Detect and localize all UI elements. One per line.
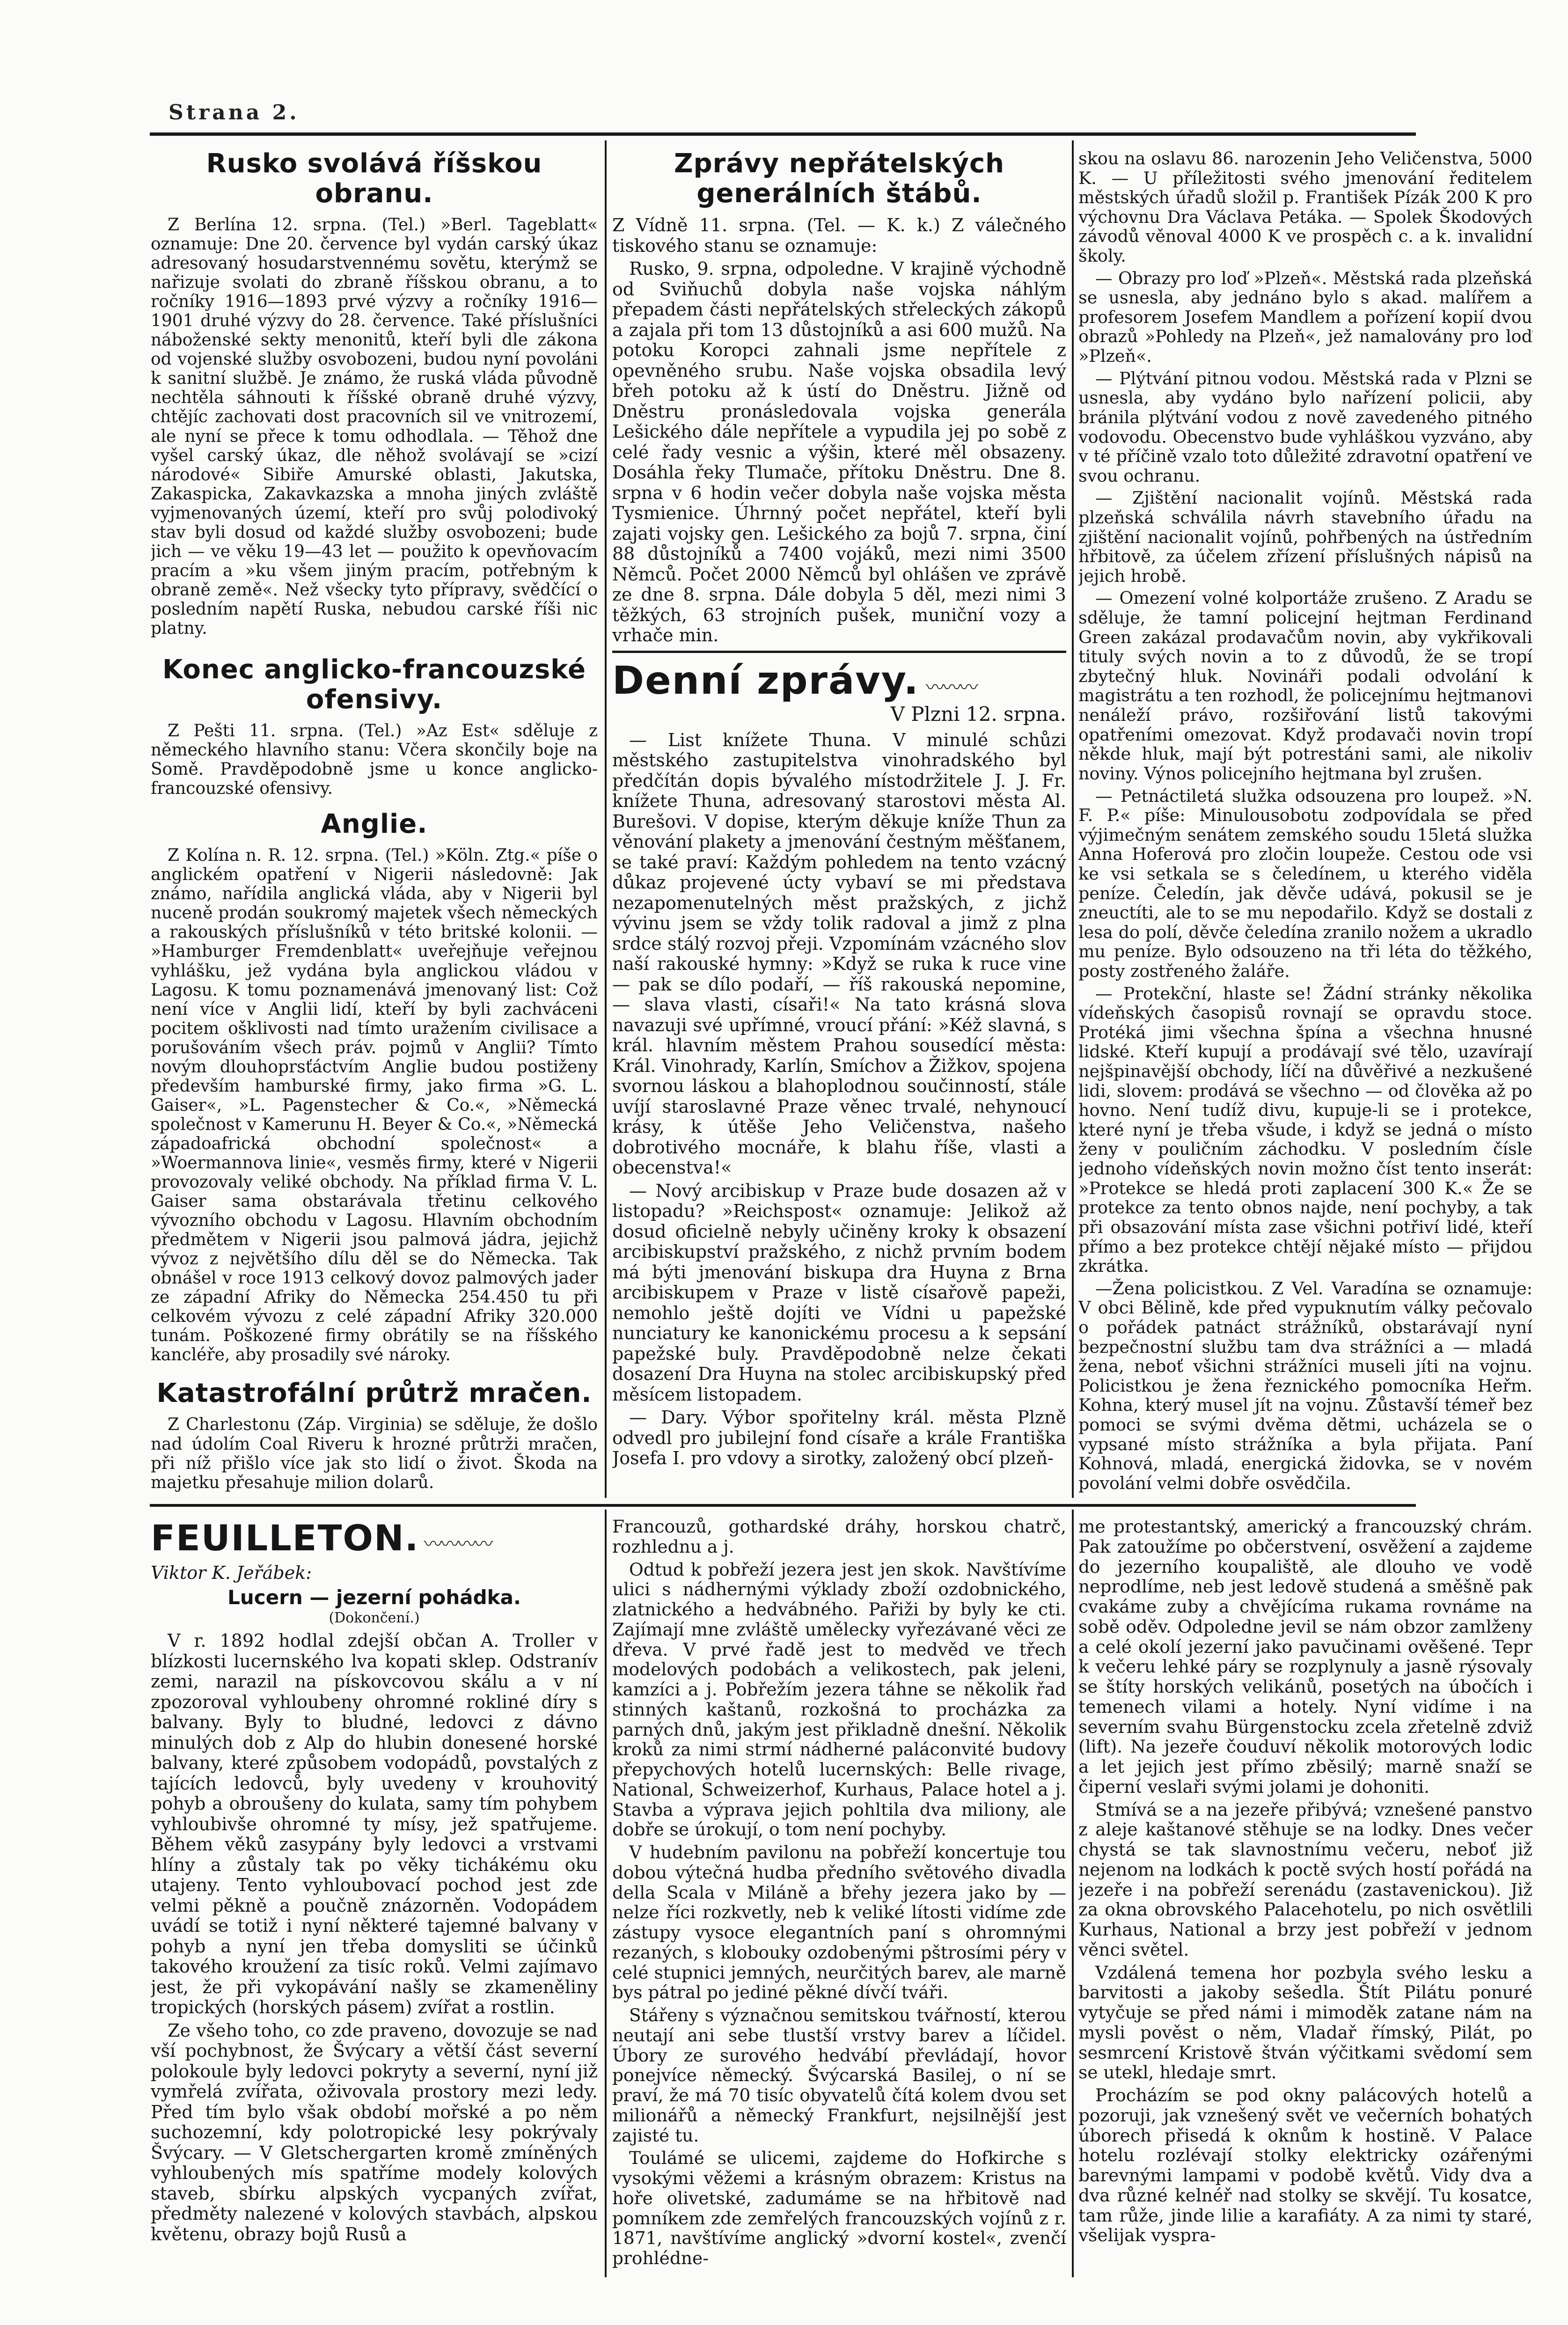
headline-zpravy-stabu: Zprávy nepřátelských generálních štábů. [674,149,1005,209]
feuilleton-story-title: Lucern — jezerní pohádka. [227,1586,521,1609]
headline-rusko: Rusko svolává říšskou obranu. [206,149,542,209]
headline-ofensiva: Konec anglicko-francouzské ofensivy. [162,654,586,715]
article-katastrofa: Z Charlestonu (Záp. Virginia) se sděluje, že došlo nad údolím Coal Riveru k hrozné průtrži mračen, při níž přišlo více jak sto lidí o život. Škoda na majetku přesahuje milion dolarů. [151,1415,598,1492]
article-plytvani-vodou: — Plýtvání pitnou vodou. Městská rada v Plzni se usnesla, aby vydáno bylo nařízení policii, aby bránila plýtvání vodou z nově zavedeného pitného vodovodu. Obecenstvo bude vyhláškou vyzváno, aby v té příčině vzalo toto důležité zdravotní opatření ve svou ochranu. [1078,368,1532,486]
ornament-squiggle: 〰〰〰 [925,676,976,698]
feuilleton-column-1 [151,1517,598,2275]
feuilleton-divider-1 [605,1510,607,2277]
feuilleton-c3p4: Procházím se pod okny palácových hotelů a pozoruji, jak vznešený svět ve večerních bohatých úborech přisedá k oknům k hostině. V Palace hotelu rozlévají stolky elektricky ozářenými barevnými lampami v podobě květů. Vidy dva a dva různé kelnéř nad stolky se skvějí. Tu kosatce, tam růže, jinde lilie a karafiáty. A za nimi ty staré, všelijak vyspra- [1078,2085,1532,2246]
section-rule [612,651,1066,653]
feuilleton-c2p5: Toulámé se ulicemi, zajdeme do Hofkirche s vysokými věžemi a krásným obrazem: Kristus na hoře olivetské, zadumáme se na hřbitově nad pomníkem zde zemřelých francouzských vojínů z r. 1871, navštívíme anglický »dvorní kostel«, zvenčí prohlédne- [612,2148,1066,2268]
article-zpravy-rusko: Rusko, 9. srpna, odpoledne. V krajině východně od Sviňuchů dobyla naše vojska náhlým přepadem části nepřátelských střeleckých zákopů a zajala při tom 13 důstojníků a asi 600 mužů. Na potoku Koropci zahnali jsme nepřítele z opevněného srubu. Naše vojska obsadila levý břeh potoku až k ústí do Dněstru. Jižně od Dněstru pronásledovala vojska generála Lešického dále nepřítele a vypudila jej po sobě z celé řady vesnic a výšin, které měl obsazeny. Dosáhla řeky Tlumače, přítoku Dněstru. Dne 8. srpna v 6 hodin večer dobyla naše vojska města Tysmienice. Úhrnný počet nepřátel, kteří byli zajati vojsky gen. Lešického za bojů 7. srpna, činí 88 důstojníků a 7400 vojáků, mezi nimi 3500 Němců. Počet 2000 Němců byl ohlášen ve zprávě ze dne 8. srpna. Dále dobyla 5 děl, mezi nimi 3 těžkých, 63 strojních pušek, muniční vozy a vrhače min. [612,258,1066,645]
article-rusko: Z Berlína 12. srpna. (Tel.) »Berl. Tageblatt« oznamuje: Dne 20. července byl vydán carský úkaz adresovaný hosudarstvennému sovětu, kterýmž se nařizuje svolati do zbraně říšskou obranu, a to ročníky 1916—1893 prvé výzvy a ročníky 1916—1901 druhé výzvy do 28. července. Také příslušníci náboženské sekty menonitů, kteří byli dle zákona od vojenské služby osvobozeni, budou nyní povoláni k sanitní službě. Je známo, že ruská vláda původně nechtěla sáhnouti k říšské obraně druhé výzvy, chtějíc zachovati dost pracovních sil ve vnitrozemí, ale nyní se přece k tomu odhodlala. — Těhož dne vyšel carský úkaz, dle něhož svolávají se »cizí národové« Sibiře Amurské oblasti, Jakutska, Zakaspicka, Zakavkazska a mnoha jiných zvláště vyjmenovaných území, kteří pro svůj polodivoký stav byli dosud od každé služby osvobozeni; bude jich — ve věku 19—43 let — použito k opevňovacím pracím a »ku všem jiným pracím, potřebným k obraně země«. Než všecky tyto přípravy, svědčící o posledním napětí Ruska, nebudou carské říši nic platny. [151,215,598,638]
feuilleton-column-3 [1078,1517,1532,2275]
feuilleton-ornament: 〰〰〰〰 [424,1533,491,1555]
headline-katastrofa: Katastrofální průtrž mračen. [156,1378,592,1409]
article-ofensiva: Z Pešti 11. srpna. (Tel.) »Az Est« sděluje z německého hlavního stanu: Včera skončily boje na Somě. Pravděpodobně jsme u konce anglicko-francouzské ofensivy. [151,721,598,799]
feuilleton-c3p3: Vzdálená temena hor pozbyla svého lesku a barvitosti a jakoby sešedla. Štít Pilátu ponuré vytyčuje se před námi i mimoděk zatane nám na mysli pověst o něm, Vladař římský, Pilát, po sesmrcení Kristově štván výčitkami svědomí sem se utekl, hledaje smrt. [1078,1962,1532,2083]
middle-column [612,149,1066,1497]
article-dary-cont: skou na oslavu 86. narozenin Jeho Veličenstva, 5000 K. — U příležitosti svého jmenování ředitelem městských úřadů složil p. František Pízák 200 K pro výchovnu Dra Václava Petáka. — Spolek Škodových závodů věnoval 4000 K ve prospěch c. a k. invalidní školy. [1078,149,1532,266]
feuilleton-title: FEUILLETON. [151,1517,419,1559]
page-number: Strana 2. [169,101,300,125]
dateline: V Plzni 12. srpna. [890,702,1066,726]
left-column [151,149,598,1497]
article-protekce: — Protekční, hlaste se! Žádní stránky několika vídeňských časopisů rovnají se opravdu stoce. Protéká jimi všechna špína a všechna hnusné lidské. Kteří kupují a prodávají své tělo, uzavírají nejšpinavější obchody, líčí na důvěřivé a nezkušené lidi, slovem: prodává se všechno — od člověka až po hovno. Není tudíž divu, kupuje-li se i protekce, které nyní je třeba všude, i když se jedná o místo ženy v pouličním záchodku. V posledním čísle jednoho vídeňských novin možno číst tento inserát: »Protekce se hledá proti zaplacení 300 K.« Že se protekce za tento obnos najde, není pochyby, a tak při obsazování místa zase všichni potřiví lidé, kteří přímo a bez protekce chtějí nějaké místo — přijdou zkrátka. [1078,983,1532,1276]
column-divider-1 [605,140,607,1498]
feuilleton-c1p2: Ze všeho toho, co zde praveno, dovozuje se nad vší pochybnost, že Švýcary a větší část severní polokoule byly ledovci pokryty a severní, nyní již vymřelá zvířata, oživovala prostory mezi ledy. Před tím bylo však období mořské a po něm suchozemní, kdy polotropické lesy pokrývaly Švýcary. — V Gletschergarten kromě zmíněných vyhloubených mís spatříme modely kolových staveb, sbírku alpských vycpaných zvířat, předměty nalezené v kolových stavbách, alpskou květenu, obrazy bojů Rusů a [151,2020,598,2244]
article-list-knizete: — List knížete Thuna. V minulé schůzi městského zastupitelstva vinohradského byl předčítán dopis bývalého místodržitele J. J. Fr. knížete Thuna, adresovaný starostovi města Al. Burešovi. V dopise, kterým děkuje kníže Thun za věnování plakety a jmenování čestným měšťanem, se také praví: Každým pohledem na tento vzácný důkaz projevené úcty vybaví se mi představa nezapomenutelných měst pražských, z jichž vývinu jsem se vždy tolik radoval a jimž z plna srdce stálý rozvoj přeji. Vzpomínám vzácného slov naší rakouské hymny: »Když se ruka k ruce vine — pak se dílo podaří, — říš rakouská nepomine, — slava vlasti, císaři!« Na tato krásná slova navazuji své upřímné, vroucí přání: »Kéž slavná, s král. hlavním městem Prahou sousedící města: Král. Vinohrady, Karlín, Smíchov a Žižkov, spojena svornou láskou a blahoplodnou součinností, stále uvíjí staroslavné Praze věnec trvalé, nehynoucí krásy, k útěše Jeho Veličenstva, našeho dobrotivého mocnáře, k blahu říše, vlasti a obecenstva!« [612,729,1066,1178]
top-rule [150,132,1416,136]
article-obrazy-lod: — Obrazy pro loď »Plzeň«. Městská rada plzeňská se usnesla, aby jednáno bylo s akad. malířem a profesorem Josefem Mandlem a pořízení kopií dvou obrazů »Pohledy na Plzeň«, jež namalovány pro loď »Plzeň«. [1078,268,1532,367]
feuilleton-c2p4: Stářeny s význačnou semitskou tvářností, kterou neutají ani sebe tlustší vrstvy barev a líčidel. Úbory ze surového hedvábí převládají, hovor ponejvíce německý. Švýcarská Basilej, o ní se praví, že má 70 tisíc obyvatelů čítá kolem dvou set milionářů a německý Frankfurt, nejsilnější jest zajisté tu. [612,2005,1066,2146]
right-column [1078,149,1532,1497]
feuilleton-c2p3: V hudebním pavilonu na pobřeží koncertuje tou dobou výtečná hudba předního světového divadla della Scala v Miláně a břehy jezera jako by — nelze říci rozkvetly, neb k veliké lítosti vidíme zde zástupy vysoce elegantních paní s ohromnými rezaných, s klobouky ozdobenými pštrosími péry v celé stupnici jemných, neurčitých barev, ale marně bys pátral po jediné pěkné dívčí tváři. [612,1842,1066,2003]
feuilleton-divider-2 [1072,1510,1074,2277]
article-nacionality: — Zjištění nacionalit vojínů. Městská rada plzeňská schválila návrh stavebního úřadu na zjištění nacionalit vojínů, pohřbených na ústředním hřbitově, za účelem zřízení příslušných nápisů na jejich hrobě. [1078,488,1532,586]
column-divider-2 [1072,140,1074,1498]
feuilleton-column-2 [612,1517,1066,2275]
article-anglie: Z Kolína n. R. 12. srpna. (Tel.) »Köln. Ztg.« píše o anglickém opatření v Nigerii následovně: Jak známo, nařídila anglická vláda, aby v Nigerii byl nuceně prodán soukromý majetek všech německých a rakouských příslušníků v této britské kolonii. — »Hamburger Fremdenblatt« uveřejňuje veřejnou vyhlášku, jež vydána byla anglickou vládou v Lagosu. K tomu poznamenává jmenovaný list: Což není více v Anglii lidí, kteří by byli zachváceni pocitem ošklivosti nad tímto uražením civilisace a porušováním všech práv. pojmů v Anglii? Tímto novým dlouhoprsťáctvím Anglie budou postiženy především hamburské firmy, jako firma »G. L. Gaiser«, »L. Pagenstecher & Co.«, »Německá společnost v Kamerunu H. Beyer & Co.«, »Německá západoafrická obchodní společnost« a »Woermannova linie«, vesměs firmy, které v Nigerii provozovaly veliké obchody. Na příklad firma V. L. Gaiser sama obstarávala třetinu celkového vývozního obchodu v Lagosu. Hlavním obchodním předmětem v Nigerii jsou palmová jádra, jejichž vývoz z největšího dílu děl se do Německa. Tak obnášel v roce 1913 celkový dovoz palmových jader ze západní Afriky do Německa 254.450 tu při celkovém vývozu z celé západní Afriky 320.000 tunám. Poškozené firmy obrátily se na říšského kancléře, aby prosadily své nároky. [151,846,598,1365]
headline-denni-zpravy: Denní zprávy. [612,658,919,703]
feuilleton-c3p1: me protestantský, americký a francouzský chrám. Pak zatoužíme po občerstvení, osvěžení a zajdeme do jezerního koupaliště, ale dlouho ve vodě neprodlíme, neb jest ledově studená a směšně pak cvakáme zuby a chvějícíma rukama rovnáme na sobě oděv. Odpoledne jevil se nám obzor zamlženy a celé okolí jezerní jako pavučinami ověšené. Tepr k večeru lehké páry se rozplynuly a jasně rýsovaly se štíty horských velikánů, posetých na úbočích i temenech vilami a hotely. Nyní vidíme i na severním svahu Bürgenstocku zcela zřetelně zdviž (lift). Na jezeře čouduví několik motorových lodic a let jejich jest přímo zběsilý; marně snaží se čipernί veslaři svými jolami je dohoniti. [1078,1517,1532,1797]
feuilleton-author: Viktor K. Jeřábek: [151,1562,312,1583]
feuilleton-rule [150,1504,1416,1507]
article-sluzka: — Petnáctiletá služka odsouzena pro loupež. »N. F. P.« píše: Minulousobotu zodpovídala se před výjimečným senátem zemského soudu 15letá služka Anna Hoferová pro zločin loupeže. Cestou ode vsi ke vsi setkala se s čeledínem, u kterého viděla peníze. Čeledín, jak děvče udává, pokusil se je zneuctíti, ale to se mu nepodařilo. Když se dostali z lesa do polí, děvče čeledína zranilo nožem a ukradlo mu peníze. Bylo odsouzeno na tři léta do těžkého, posty zostřeného žaláře. [1078,785,1532,981]
feuilleton-note: (Dokončení.) [329,1610,420,1626]
article-kolportaz: — Omezení volné kolportáže zrušeno. Z Aradu se sděluje, že tamní policejní hejtman Ferdinand Green zakázal prodavačům novin, aby vykřikovali tituly svých novin a to z důvodů, že se tropí zbytečný hluk. Novináři podali odvolání k magistrátu a ten rozhodl, že policejnímu hejtmanovi nenáleží právo, rozšiřování listů takovými opatřeními omezovat. Když prodavači novin tropí někde hluk, mají být potrestáni sami, ale nikoliv noviny. Výnos policejního hejtmana byl zrušen. [1078,588,1532,784]
article-zena-policistka: —Žena policistkou. Z Vel. Varadína se oznamuje: V obci Bělině, kde před vypuknutím války pečovalo o pořádek patnáct strážníků, obstarávají nyní bezpečnostní službu tam dva strážníci a — mladá žena, neboť všichni strážníci museli jíti na vojnu. Policistkou je žena řeznického pomocníka Heřm. Kohna, který musel jít na vojnu. Zůstavší témeř bez pomoci se svými dvěma dětmi, ucházela se o vypsané místo strážníka a byla přijata. Paní Kohnová, mladá, energická židovka, se v novém povolání velmi dobře osvědčila. [1078,1278,1532,1493]
feuilleton-c2p2: Odtud k pobřeží jezera jest jen skok. Navštívíme ulici s nádhernými výklady zboží ozdobnického, zlatnického a hedvábného. Pařiži by byly ke cti. Zajímají mne zvláště umělecky vyřezávané věci ze dřeva. V prvé řadě jest to medvěd ve třech modelových podobách a velikostech, pak jeleni, kamzíci a j. Pobřežím jezera táhne se několik řad stinných kaštanů, rozkošná to procházka za parných dnů, jakým jest přikladně dnešní. Několik kroků za nimi strmí nádherné paláconvité budovy přepychových hotelů lucernských: Belle rivage, National, Schweizerhof, Kurhaus, Palace hotel a j. Stavba a výprava jejich pohltila dva miliony, ale dobře se úrokují, o tom není pochyby. [612,1559,1066,1840]
article-zpravy-intro: Z Vídně 11. srpna. (Tel. — K. k.) Z válečného tiskového stanu se oznamuje: [612,215,1066,256]
article-dary: — Dary. Výbor spořitelny král. města Plzně odvedl pro jubilejní fond císaře a krále Františka Josefa I. pro vdovy a sirotky, založený obcí plzeň- [612,1407,1066,1468]
feuilleton-c2p1: Francouzů, gothardské dráhy, horskou chatrč, rozhlednu a j. [612,1517,1066,1557]
feuilleton-c1p1: V r. 1892 hodlal zdejší občan A. Troller v blízkosti lucernského lva kopati sklep. Odstranív zemi, narazil na pískovcovou skálu a v ní zpozoroval vyhloubeny ohromné rokliné díry s balvany. Byly to bludné, ledovci z dávno minulých dob z Alp do hlubin donesené horské balvany, které způsobem vodopádů, povstalých z tajících ledovců, byly uvedeny v krouhovitý pohyb a obroušeny do kulata, samy tím pohybem vyhloubivše ohromné ty mísy, jež spatřujeme. Během věků zasypány byly ledovci a vrstvami hlíny a zůstaly tak po věky tichákému oku utajeny. Tento vyhloubovací pochod jest zde velmi pěkně a poučně znázorněn. Vodopádem uvádí se totiž i nyní některé tajemné balvany v pohyb a nyní jen třeba domysliti se účinků takového kroužení za tisíc roků. Velmi zajímavo jest, že při vykopávání našly se zkameněliny tropických (horských pásem) zvířat a rostlin. [151,1630,598,2017]
feuilleton-c3p2: Stmívá se a na jezeře přibývá; vznešené panstvo z aleje kaštanové stěhuje se na lodky. Dnes večer chystá se tak slavnostnímu večeru, neboť již nejenom na lodkách k poctě svých hostí pořádá na jezeře i na pobřeží serenádu (zastavenickou). Již za okna obrovského Palacehotelu, po nich osvětlili Kurhaus, National a brzy jest pobřeží v jednom věnci světel. [1078,1799,1532,1960]
headline-anglie: Anglie. [321,809,428,840]
article-arcibiskup: — Nový arcibiskup v Praze bude dosazen až v listopadu? »Reichspost« oznamuje: Jelikož až dosud oficielně nebyly učiněny kroky k obsazení arcibiskupství pražského, z nichž prvním bodem má býti jmenování biskupa dra Huyna z Brna arcibiskupem v Praze v listě císařově papeži, nemohlo ještě dojíti ve Vídni u papežské nunciatury ke kanonickému procesu a k sepsání papežské buly. Pravděpodobně nelze čekati dosazení Dra Huyna na stolec arcibiskupský před měsícem listopadem. [612,1180,1066,1405]
